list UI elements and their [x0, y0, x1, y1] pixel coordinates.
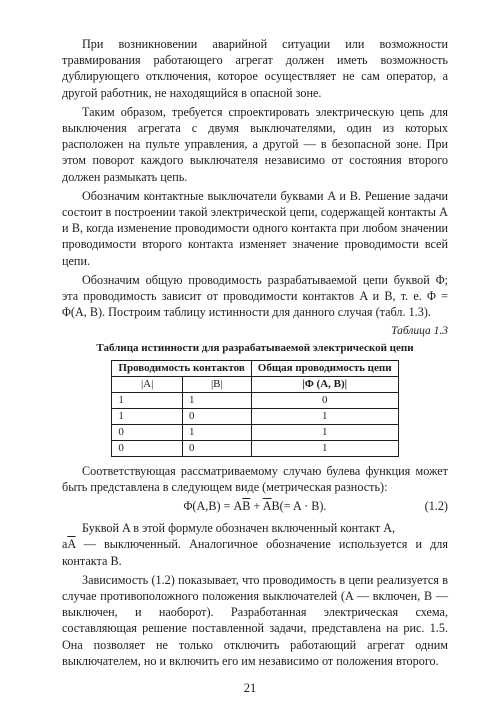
header-a: |A|	[112, 376, 183, 392]
formula-b-bar: $\overline{B}$	[242, 499, 251, 514]
formula-expression	[62, 498, 448, 514]
table-row	[112, 424, 398, 440]
header-b: |B|	[182, 376, 251, 392]
paragraph-6b-var: $\overline{A}$	[67, 537, 76, 552]
table-subheader-row	[112, 376, 398, 392]
cell-b: 1	[182, 392, 251, 408]
paragraph-6	[62, 520, 448, 569]
paragraph-4: Обозначим общую проводимость разрабатываемой цепи буквой Φ; эта проводимость зависит от проводимости контактов A и B, т. е. Φ = Φ(A, B). Построим таблицу истинности для данного случая (табл. 1.3).	[62, 272, 448, 320]
formula-number: (1.2)	[424, 499, 448, 514]
paragraph-1: При возникновении аварийной ситуации или возможности травмирования работающего агрегат должен иметь возможность дублирующего отключения, которое осуществляет не сам оператор, а другой работник, не находящийся в опасной зоне.	[62, 37, 448, 100]
cell-phi: 1	[251, 424, 398, 440]
formula-lhs: Φ(A,B) = A	[183, 499, 243, 514]
formula-rhs: B(= A · B).	[271, 499, 327, 514]
cell-b: 0	[182, 440, 251, 456]
cell-a: 0	[112, 424, 183, 440]
page-number: 21	[243, 681, 257, 695]
table-row	[112, 408, 398, 424]
cell-b: 0	[182, 408, 251, 424]
paragraph-3: Обозначим контактные выключатели буквами A и B. Решение задачи состоит в построении такой электрической цепи, содержащей контакты A и B, когда изменение проводимости одного контакта при любом значении проводимости второго контакта изменяет значение проводимости всей цепи.	[62, 188, 448, 268]
cell-phi: 0	[251, 392, 398, 408]
truth-table	[111, 360, 398, 457]
paragraph-5: Соответствующая рассматриваемому случаю булева функция может быть представлена в следующем виде (метрическая разность):	[62, 463, 448, 495]
table-row	[112, 392, 398, 408]
paragraph-2: Таким образом, требуется спроектировать электрическую цепь для выключения агрегата с двумя выключателями, один из которых расположен на пульте управления, а другой — в безопасной зоне. При этом поворот каждого выключателя независимо от состояния второго должен размыкать цепь.	[62, 104, 448, 184]
formula-1-2	[62, 498, 448, 516]
table-label: Таблица 1.3	[391, 325, 448, 338]
cell-a: 0	[112, 440, 183, 456]
header-phi: |Φ (A, B)|	[251, 376, 398, 392]
cell-a: 1	[112, 392, 183, 408]
formula-a-bar: $\overline{A}$	[262, 499, 272, 514]
header-contacts: Проводимость контактов	[112, 360, 251, 376]
table-row	[112, 440, 398, 456]
paragraph-7: Зависимость (1.2) показывает, что проводимость в цепи реализуется в случае противоположного положения выключателей (A — включен, B — выключен, и наоборот). Разработанная электрическая схема, составляющая решение поставленной задачи, представлена на рис. 1.5. Она позволяет не только отключить работающий агрегат одним выключателем, но и включить его им независимо от положения второго.	[62, 572, 448, 668]
header-total: Общая проводимость цепи	[251, 360, 398, 376]
table-title: Таблица истинности для разрабатываемой электрической цепи	[96, 341, 414, 354]
cell-b: 1	[182, 424, 251, 440]
cell-phi: 1	[251, 440, 398, 456]
formula-plus: +	[250, 499, 263, 514]
cell-phi: 1	[251, 408, 398, 424]
paragraph-6a: Буквой A в этой формуле обозначен включенный контакт A,	[82, 521, 396, 536]
cell-a: 1	[112, 408, 183, 424]
paragraph-6b-prefix: а	[62, 537, 68, 552]
body-text	[62, 36, 448, 672]
table-header-row	[112, 360, 398, 376]
paragraph-6b-suffix: — выключенный. Аналогичное обозначение используется и для контакта B.	[62, 537, 448, 568]
